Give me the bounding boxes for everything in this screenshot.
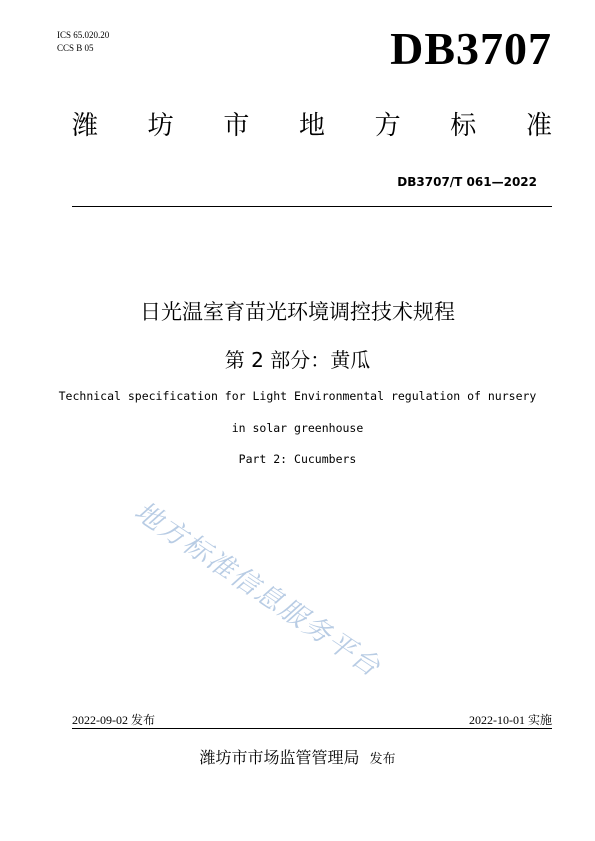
standard-type-char: 方 — [374, 111, 401, 141]
issuer-name: 潍坊市市场监管管理局 — [199, 748, 360, 767]
issuer — [0, 745, 595, 768]
english-title-line1: Technical specification for Light Environmental regulation of nursery — [58, 389, 537, 403]
ics-code: ICS 65.020.20 — [57, 30, 110, 40]
standard-type-char: 地 — [298, 111, 325, 141]
bottom-divider — [72, 728, 552, 729]
standard-type — [72, 108, 552, 144]
standard-type-char: 标 — [450, 111, 477, 141]
release-date: 2022-09-02 发布 — [72, 713, 155, 727]
standard-type-char: 市 — [223, 111, 250, 141]
document-part-title: 第 2 部分：黄瓜 — [224, 348, 371, 372]
watermark: 地方标准信息服务平台 — [128, 495, 387, 684]
standard-number: DB3707/T 061—2022 — [397, 175, 537, 189]
ccs-code: CCS B 05 — [57, 43, 94, 53]
standard-code: DB3707 — [390, 23, 552, 74]
document-title: 日光温室育苗光环境调控技术规程 — [140, 300, 455, 324]
standard-type-char: 坊 — [147, 111, 174, 141]
english-title-line2: in solar greenhouse — [231, 421, 364, 435]
top-divider — [72, 206, 552, 207]
issuer-suffix: 发布 — [369, 752, 396, 767]
english-part-title: Part 2: Cucumbers — [238, 452, 357, 466]
standard-type-char: 潍 — [72, 111, 99, 141]
standard-type-char: 准 — [525, 111, 552, 141]
implementation-date: 2022-10-01 实施 — [469, 713, 552, 727]
